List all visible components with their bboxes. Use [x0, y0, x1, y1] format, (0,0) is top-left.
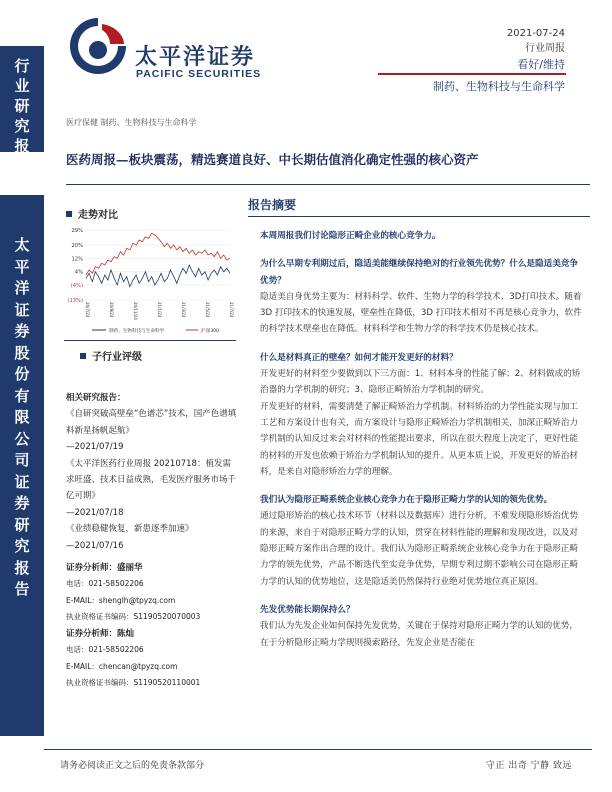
sidebar-top-band	[0, 46, 44, 175]
x-tick-label: 21/7/24	[229, 302, 234, 318]
summary-paragraph: 开发更好的材料，需要清楚了解正畸矫治力学机制。材料矫治的力学性能实现与加工工艺和方案设计也有关，而方案设计与隐形正畸矫治力学机制相关，加深正畸矫治力学机制的认知反过来会对材料的性能提出要求，所以在很大程度上决定了，更好性能的材料的开发也依赖于矫治力学机制认知的提升。从更本质上说，开发更好的矫治材料，是来自对隐形矫治力学的理解。	[260, 401, 578, 477]
paragraph-gap	[260, 338, 582, 350]
sidebar-bottom-band	[0, 195, 44, 736]
trend-heading: 走势对比	[66, 206, 118, 221]
related-report-3-title: 《业绩稳健恢复，新患逐季加速》	[66, 524, 194, 535]
bullet-square-icon	[66, 211, 72, 217]
summary-lead: 本周周报我们讨论隐形正畸企业的核心竞争力。	[260, 231, 441, 241]
x-tick-label: 21/1/24	[157, 302, 162, 318]
y-tick-label: 29%	[71, 228, 83, 234]
trend-chart	[64, 224, 236, 340]
rating: 看好/维持	[517, 58, 565, 71]
analyst-2-license: 执业资格证书编码：S1190520110001	[66, 677, 201, 687]
related-report-1-date: —2021/07/19	[66, 442, 124, 453]
report-title: 医药周报—板块震荡，精选赛道良好、中长期估值消化确定性强的核心资产	[66, 152, 479, 167]
chart-divider	[64, 340, 236, 341]
paragraph-gap	[260, 480, 582, 492]
y-tick-label: (4%)	[70, 283, 83, 289]
pacific-logo-icon	[66, 14, 130, 78]
y-tick-label: 20%	[71, 243, 83, 249]
analyst-2-phone: 电话：021-58502206	[66, 645, 144, 655]
sidebar-top-text: 行业研究报告	[14, 57, 30, 175]
series-line-0	[86, 265, 230, 287]
related-heading: 相关研究报告：	[66, 393, 126, 403]
y-tick-label: (13%)	[67, 298, 83, 304]
analyst-1-license: 执业资格证书编码：S1190520070003	[66, 612, 201, 622]
header-meta	[507, 27, 565, 72]
summary-question: 什么是材料真正的壁垒？如何才能开发更好的材料？	[260, 352, 458, 363]
analyst-2-email: E-MAIL：chencan@tpyzq.com	[66, 661, 178, 671]
industry-label: 制药、生物科技与生命科学	[433, 80, 565, 93]
summary-paragraph: 通过隐形矫治的核心技术环节（材料以及数据库）进行分析，不难发现隐形矫治优势的来源，来自于对隐形正畸力学的认知，贯穿在材料性能的理解和发现改进，以及对隐形正畸方案作出合理的设计。我们认为隐形正畸系统企业核心竞争力在于隐形正畸力学的领先优势，产品不断迭代至实竞争优势，早期专利过期不影响公司在隐形正畸力学的认知的优势地位，这是隐适美仍然保持行业绝对优势地位真正原因。	[260, 511, 578, 587]
legend-label: 制药、生物科技与生命科学	[109, 329, 165, 334]
series-line-1	[86, 233, 230, 275]
x-tick-label: 20/9/24	[109, 302, 114, 318]
summary-paragraph: 我们认为先发企业如何保持先发优势，关键在于保持对隐形正畸力学的认知的优势，在于分析隐形正畸力学规则摸索路径，先发企业是否能在	[260, 621, 578, 648]
summary-question: 我们认为隐形正畸系统企业核心竞争力在于隐形正畸力学的认知的领先优势。	[260, 495, 553, 506]
breadcrumb: 医疗保健 制药、生物科技与生命科学	[66, 118, 197, 127]
summary-question: 为什么早期专利期过后，隐适美能继续保持绝对的行业领先优势？什么是隐适美竞争优势？	[260, 259, 578, 286]
report-type: 行业周报	[525, 43, 565, 54]
y-tick-label: 12%	[71, 256, 83, 263]
analyst-2-name: 证券分析师：陈灿	[66, 628, 135, 639]
analyst-1-email: E-MAIL：shenglh@tpyzq.com	[66, 595, 176, 605]
header-divider	[378, 73, 566, 75]
left-info-column	[66, 390, 238, 691]
sub-industry-heading: 子行业评级	[80, 348, 142, 363]
paragraph-gap	[260, 244, 582, 256]
summary-body	[260, 228, 582, 651]
x-tick-label: 20/7/24	[85, 302, 90, 318]
summary-title: 报告摘要	[248, 198, 297, 212]
x-tick-label: 21/5/24	[205, 302, 210, 318]
summary-divider	[248, 216, 590, 217]
related-report-2-title: 《太平洋医药行业周报 20210718：植发需求旺盛、技术日益成熟，毛发医疗服务市场千亿可期》	[66, 458, 237, 502]
summary-paragraph: 隐适美自身优势主要为：材料科学、软件、生物力学的科学技术、3D打印技术。随着 3D 打印技术的快速发展，壁垒性在降低，3D 打印技术相对不再是核心竞争力，软件的科学技术壁垒也在降低。材料科学和生物力学的科学技术仍是核心技术。	[260, 291, 582, 335]
related-report-2-date: —2021/07/18	[66, 507, 124, 518]
footer-motto: 守正 出奇 宁静 致远	[485, 761, 572, 771]
logo-english-name: PACIFIC SECURITIES	[136, 68, 262, 80]
summary-paragraph: 开发更好的材料至少要做到以下三方面：1、材料本身的性能了解；2、材料做成的矫治器的力学机制的研究；3、隐形正畸矫治力学机制的研究。	[260, 369, 581, 396]
bullet-square-icon	[80, 353, 86, 359]
x-tick-label: 20/11/24	[133, 302, 138, 320]
title-divider	[66, 184, 590, 185]
x-tick-label: 21/3/24	[181, 302, 186, 318]
analyst-1-phone: 电话：021-58502206	[66, 579, 144, 589]
logo-chinese-name: 太平洋证券	[135, 45, 256, 70]
footer-divider	[44, 749, 592, 750]
report-date: 2021-07-24	[506, 28, 565, 39]
related-report-3-date: —2021/07/16	[66, 540, 124, 551]
sidebar-bottom-text: 太平洋证券股份有限公司证券研究报告	[14, 236, 30, 598]
analyst-1-name: 证券分析师：盛丽华	[66, 563, 143, 574]
legend-label: 沪深300	[201, 329, 219, 334]
paragraph-gap	[260, 590, 582, 602]
related-report-1-title: 《自研突破高壁垒“色谱芯”技术，国产色谱填料新星扬帆起航》	[66, 409, 237, 436]
footer-disclaimer: 请务必阅读正文之后的免责条款部分	[60, 761, 205, 771]
y-tick-label: 4%	[74, 269, 83, 276]
summary-question: 先发优势能长期保持么？	[260, 604, 355, 615]
